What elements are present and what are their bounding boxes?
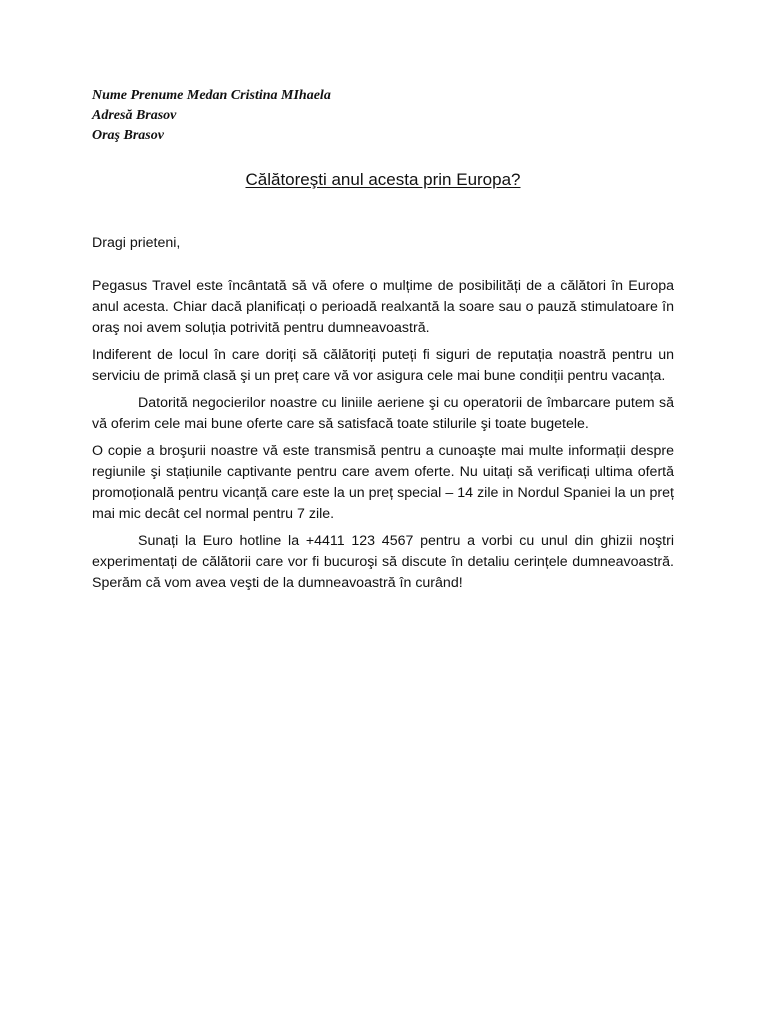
letter-paragraph-5: Sunați la Euro hotline la +4411 123 4567 pentru a vorbi cu unul din ghizii noştri experimentați de călătorii care vor fi bucuroşi să discute în detaliu cerințele dumneavoastră. Sperăm că vom avea veşti de la dumneavoastră în curând!: [92, 533, 674, 591]
letter-paragraph-3: Datorită negocierilor noastre cu liniile aeriene şi cu operatorii de îmbarcare putem să vă oferim cele mai bune oferte care să satisfacă toate stilurile şi toate bugetele.: [92, 395, 674, 432]
letter-title: Călătoreşti anul acesta prin Europa?: [245, 170, 521, 189]
sender-city: Oraş Brasov: [92, 128, 164, 143]
letter-paragraph-1: Pegasus Travel este încântată să vă ofere o mulțime de posibilități de a călători în Europa anul acesta. Chiar dacă planificați o perioadă realxantă la soare sau o pauză stimulatoare în oraş noi avem soluția potrivită pentru dumneavoastră.: [92, 278, 674, 336]
letter-greeting: Dragi prieteni,: [92, 235, 181, 251]
letter-body: [92, 233, 674, 600]
letter-paragraph-2: Indiferent de locul în care doriți să călătoriți puteți fi siguri de reputația noastră pentru un serviciu de primă clasă şi un preț care vă vor asigura cele mai bune condiții pentru vacanța.: [92, 347, 674, 384]
sender-name: Nume Prenume Medan Cristina MIhaela: [92, 88, 331, 103]
sender-address: Adresă Brasov: [92, 108, 177, 123]
letter-paragraph-4: O copie a broşurii noastre vă este transmisă pentru a cunoaşte mai multe informații despre regiunile şi stațiunile captivante pentru care avem oferte. Nu uitați să verificați ultima ofertă promoțională pentru vicanță care este la un preț special – 14 zile in Nordul Spaniei la un preț mai mic decât cel normal pentru 7 zile.: [92, 443, 674, 522]
sender-block: [92, 86, 331, 146]
